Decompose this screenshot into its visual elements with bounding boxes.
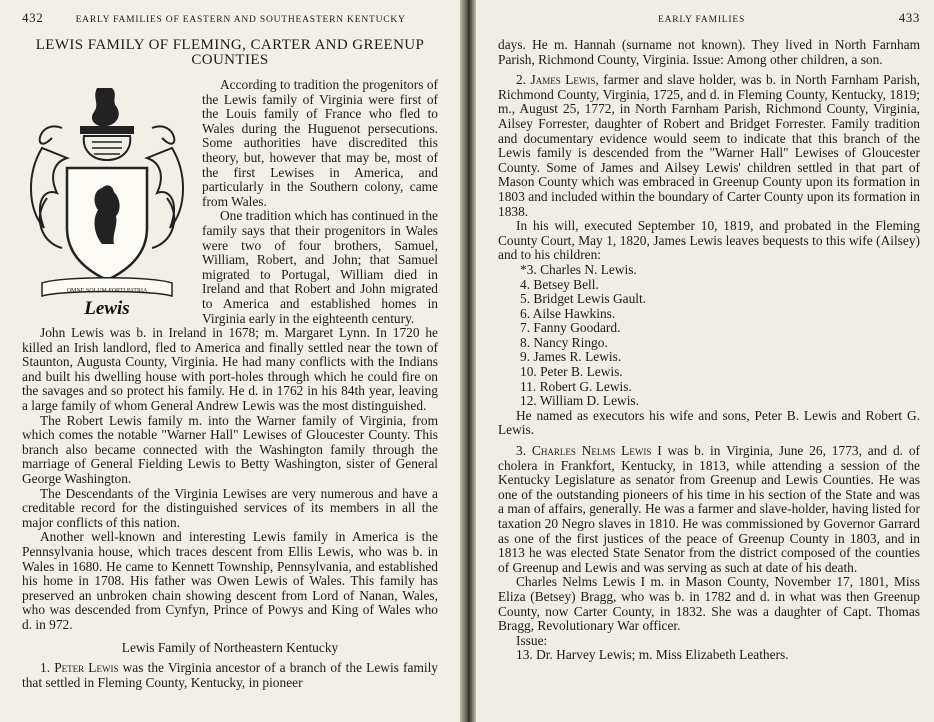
entry-name: Peter Lewis <box>54 660 119 676</box>
paragraph-executors: He named as executors his wife and sons, Peter B. Lewis and Robert G. Lewis. <box>498 407 920 438</box>
right-page-number: 433 <box>898 10 920 25</box>
book-gutter <box>460 0 476 722</box>
right-page <box>476 0 934 722</box>
entry-text: I was b. in Virginia, June 26, 1773, and d. of cholera in Frankfort, Kentucky, in 1813, while attending a session of the Kentucky Legislature as senator from Greenup and Lewis Counties. He was one of the outstanding pioneers of his time in his section of the State and was a man of affairs, generally. He was a farmer and slave-holder, having listed for taxation 20 Negro slaves in 1810. He was commissioned by Governor Garrard as one of the first justices of the peace of Greenup County in 1803, and in 1813 he was elected State Senator from the district composed of the counties of Greenup and Lewis and was serving as such at date of his death. <box>498 443 920 575</box>
paragraph-marriage: Charles Nelms Lewis I m. in Mason County, November 17, 1801, Miss Eliza (Betsey) Bragg, who was b. in 1782 and d. in what was then Greenup County, now Carter County, in 1832. She was a daughter of Capt. Thomas Bragg, Revolutionary War officer. <box>498 574 920 634</box>
list-item: 11. Robert G. Lewis. <box>520 378 632 394</box>
svg-text:OMNE SOLUM FORTI PATRIA: OMNE SOLUM FORTI PATRIA <box>66 288 148 294</box>
paragraph-continuation: days. He m. Hannah (surname not known). They lived in North Farnham Parish, Richmond County, Virginia. Issue: Among other children, a son. <box>498 37 920 67</box>
list-item: 4. Betsey Bell. <box>520 276 599 292</box>
entry-text: , farmer and slave holder, was b. in North Farnham Parish, Richmond County, Virginia, 1725, and d. in Fleming County, Kentucky, 1819; m., August 25, 1772, in North Farnham Parish, Richmond County, Virginia, Ailsey Forrester, daughter of Robert and Bridget Forrester. Family tradition and documentary evidence would seem to indicate that this branch of the Lewis family is descended from the "Warner Hall" Lewises of Gloucester County. Some of James and Ailsey Lewis' children settled in that part of Mason County which was embraced in Greenup County upon its formation in 1803 and included within the boundary of Carter County upon its formation in 1838. <box>498 72 921 219</box>
coat-of-arms-icon <box>22 78 192 318</box>
left-running-title: EARLY FAMILIES OF EASTERN AND SOUTHEASTERN KENTUCKY <box>75 15 406 25</box>
entry-text: was the Virginia ancestor of a branch of the Lewis family that settled in Fleming County, Kentucky, in pioneer <box>22 660 438 690</box>
list-item: 9. James R. Lewis. <box>520 349 622 365</box>
issue-first-child: 13. Dr. Harvey Lewis; m. Miss Elizabeth Leathers. <box>516 647 789 663</box>
issue-label: Issue: <box>516 632 548 648</box>
entry-james-lewis: 2. James Lewis, farmer and slave holder, was b. in North Farnham Parish, Richmond County, Virginia, 1725, and d. in Fleming County, Kentucky, 1819; m., August 25, 1772, in North Farnham Parish, Richmond County, Virginia, Ailsey Forrester, daughter of Robert and Bridget Forrester. Family tradition and documentary evidence would seem to indicate that this branch of the Lewis family is descended from the "Warner Hall" Lewises of Gloucester County. Some of James and Ailsey Lewis' children settled in that part of Mason County which was embraced in Greenup County upon its formation in 1803 and included within the boundary of Carter County upon its formation in 1838. <box>498 72 921 219</box>
section-subheading: Lewis Family of Northeastern Kentucky <box>121 639 339 655</box>
list-item: 5. Bridget Lewis Gault. <box>520 291 647 307</box>
paragraph-pennsylvania: Another well-known and interesting Lewis family in America is the Pennsylvania house, which traces descent from Ellis Lewis, who was b. in Wales in 1680. He came to Kennett Township, Pennsylvania, and established his home in 1708. His father was Owen Lewis of Wales. This family has preserved an unbroken chain showing descent from Lord of Nanan, Wales, who was descended from Cynfyn, Prince of Powys and King of Wales who d. in 972. <box>22 529 438 632</box>
right-running-head <box>498 10 920 26</box>
paragraph-tradition: According to tradition the progenitors of the Lewis family of Virginia were first of the Louis family of France who fled to Wales during the Huguenot persecutions. Some authorities have discredited this theory, but, however that may be, most of the first Lewises in America, and particularly in the Southern colony, came from Wales. <box>202 77 438 209</box>
list-item: *3. Charles N. Lewis. <box>520 261 637 277</box>
list-item: 10. Peter B. Lewis. <box>520 364 623 380</box>
entry-name: James Lewis <box>530 72 596 88</box>
right-running-title: EARLY FAMILIES <box>658 15 746 25</box>
entry-charles-nelms-lewis: 3. Charles Nelms Lewis I was b. in Virginia, June 26, 1773, and d. of cholera in Frankfort, Kentucky, in 1813, while attending a session of the Kentucky Legislature as senator from Greenup and Lewis Counties. He was one of the outstanding pioneers of his time in his section of the State and was a man of affairs, generally. He was a farmer and slave-holder, having listed for taxation 20 Negro slaves in 1810. He was commissioned by Governor Garrard as one of the first justices of the peace of Greenup County in 1803, and in 1813 he was elected State Senator from the district composed of the counties of Greenup and Lewis and was serving as such at date of his death. <box>498 443 920 575</box>
list-item: 8. Nancy Ringo. <box>520 334 608 350</box>
list-item: 6. Ailse Hawkins. <box>520 305 616 321</box>
entry-peter-lewis: 1. Peter Lewis was the Virginia ancestor of a branch of the Lewis family that settled in Fleming County, Kentucky, in pioneer <box>22 660 438 690</box>
paragraph-descendants: The Descendants of the Virginia Lewises are very numerous and have a creditable record for the distinguished services of its members in all the major conflicts of this nation. <box>22 485 438 530</box>
entry-name: Charles Nelms Lewis <box>531 443 652 459</box>
intro-section <box>22 78 438 326</box>
children-list <box>498 263 920 409</box>
chapter-title: LEWIS FAMILY OF FLEMING, CARTER AND GREENUP COUNTIES <box>35 37 425 68</box>
left-page <box>0 0 460 722</box>
paragraph-brothers: One tradition which has continued in the family says that their progenitors in Wales were two of four brothers, Samuel, William, Robert, and John; that Samuel migrated to Portugal, William died in Ireland and that Robert and John migrated to America and established homes in Virginia early in the eighteenth century. <box>202 208 438 326</box>
paragraph-john-lewis: John Lewis was b. in Ireland in 1678; m. Margaret Lynn. In 1720 he killed an Irish landlord, fled to America and finally settled near the town of Staunton, Augusta County, Virginia. He had many conflicts with the Indians and built his dwelling house with port-holes through which he could fire on the savages and so protect his family. He d. in 1762 in his 84th year, leaving a large family of whom General Andrew Lewis was the most distinguished. <box>22 325 438 414</box>
paragraph-will: In his will, executed September 10, 1819, and probated in the Fleming County Court, May 1, 1820, James Lewis leaves bequests to this wife (Ailsey) and to his children: <box>498 218 920 263</box>
list-item: 7. Fanny Goodard. <box>520 320 621 336</box>
paragraph-robert-lewis: The Robert Lewis family m. into the Warner family of Virginia, from which comes the notable "Warner Hall" Lewises of Gloucester County. This branch also became connected with the Washington family through the marriage of General Fielding Lewis to Betty Washington, sister of General George Washington. <box>22 412 438 487</box>
list-item: 12. William D. Lewis. <box>520 393 639 409</box>
left-running-head <box>22 10 438 26</box>
crest-label: Lewis <box>84 298 130 318</box>
left-page-number: 432 <box>22 10 44 25</box>
